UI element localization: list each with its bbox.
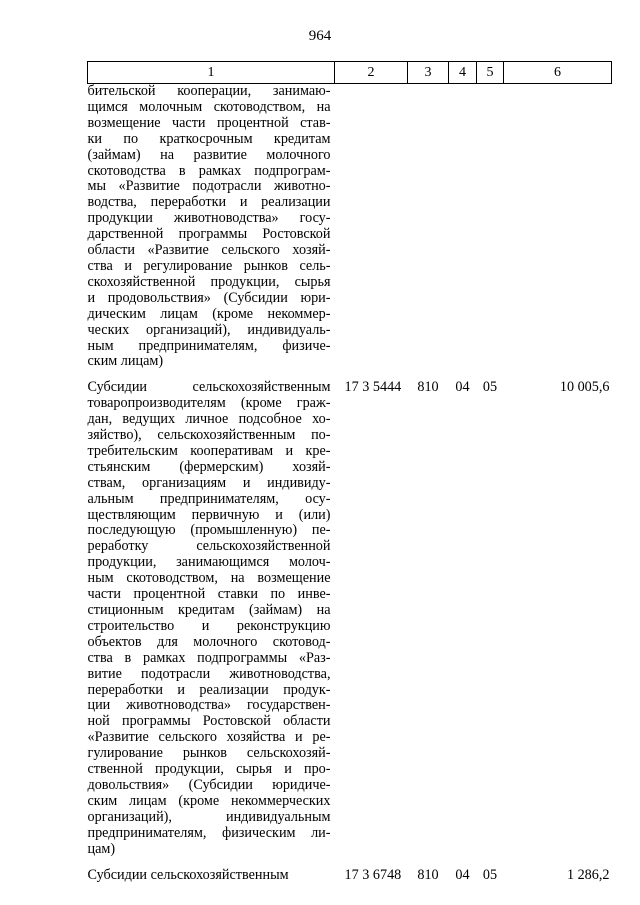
description-line: продукции, занимающимся молоч- — [87, 554, 331, 571]
row-description — [88, 84, 335, 371]
description-line: организаций), индивидуальным — [87, 808, 331, 825]
description-line: дарственной программы Ростовской — [87, 226, 331, 243]
row-code: 17 3 6748 — [344, 866, 402, 883]
description-line: дическим лицам (кроме некоммер- — [87, 305, 331, 322]
description-line: довольствия» (Субсидии юридиче- — [87, 776, 331, 793]
row-col-5 — [477, 84, 504, 371]
description-line: ствам, организациям и индивиду- — [87, 474, 331, 491]
description-line: ным скотоводством, на возмещение — [87, 570, 331, 587]
description-line: щимся молочным скотоводством, на — [87, 98, 331, 115]
row-col-4 — [449, 84, 477, 371]
header-col-5: 5 — [477, 62, 504, 84]
table-body — [88, 84, 612, 884]
description-line: ществляющим первичную и (или) — [87, 506, 331, 523]
description-line: и продовольствия» (Субсидии юри- — [87, 289, 331, 306]
description-line: товаропроизводителям (кроме граж- — [87, 395, 331, 412]
row-code: 17 3 5444 — [344, 379, 402, 396]
header-col-4: 4 — [449, 62, 477, 84]
description-line: Субсидии сельскохозяйственным — [87, 379, 331, 396]
description-line: ства в рамках подпрограммы «Раз- — [87, 649, 331, 666]
description-line: стиционным кредитам (займам) на — [87, 602, 331, 618]
description-line: скотоводства в рамках подпрограм- — [87, 162, 331, 179]
description-line: требительским кооперативам и кре- — [87, 442, 331, 459]
row-col-4: 04 — [455, 379, 470, 396]
description-line: ственной продукции, сырья и про- — [87, 761, 331, 778]
row-col-5: 05 — [482, 866, 498, 883]
description-line: (займам) на развитие молочного — [87, 146, 331, 163]
description-line: цам) — [87, 840, 116, 857]
row-description — [88, 858, 335, 884]
header-col-2: 2 — [335, 62, 408, 84]
row-amount — [504, 84, 612, 371]
row-code — [335, 84, 408, 371]
table-row — [88, 370, 612, 857]
description-line: «Развитие сельского хозяйства и ре- — [87, 729, 331, 746]
header-col-3: 3 — [408, 62, 449, 84]
table-row — [88, 84, 612, 371]
description-line: ции животноводства» государствен- — [87, 697, 331, 714]
description-line: предпринимателям, физическим ли- — [87, 824, 331, 841]
description-line: части процентной ставки по инве- — [87, 586, 331, 603]
description-line: продукции животноводства» госу- — [87, 210, 331, 227]
description-line: последующую (промышленную) пе- — [87, 522, 331, 539]
description-line: объектов для молочного скотовод- — [87, 633, 331, 650]
description-line: переработки и реализации продук- — [87, 681, 331, 698]
table-header-row — [88, 62, 612, 84]
row-col-4: 04 — [455, 866, 470, 883]
page-number: 964 — [308, 28, 332, 44]
description-line: ной программы Ростовской области — [87, 713, 331, 730]
description-line: возмещение части процентной став- — [87, 114, 331, 131]
description-line: ным предпринимателям, физиче- — [87, 337, 331, 354]
description-line: бительской кооперации, занимаю- — [87, 83, 331, 99]
description-line: строительство и реконструкцию — [87, 617, 331, 634]
description-line: реработку сельскохозяйственной — [87, 538, 331, 555]
row-description — [88, 370, 335, 857]
description-line: витие подотрасли животноводства, — [87, 665, 331, 682]
table-row — [88, 858, 612, 884]
description-line: ства и регулирование рынков сель- — [87, 257, 331, 274]
row-amount: 1 286,2 — [566, 866, 610, 883]
description-line: альным предпринимателям, осу- — [87, 490, 331, 507]
description-line: ческих организаций), индивидуаль- — [87, 321, 331, 338]
description-line: ским лицам) — [87, 353, 164, 370]
description-line: стьянским (фермерским) хозяй- — [87, 458, 331, 475]
description-line: скохозяйственной продукции, сырья — [87, 273, 331, 290]
row-col-3 — [408, 84, 449, 371]
row-col-3: 810 — [417, 866, 439, 883]
budget-table — [87, 61, 612, 883]
description-line: ки по краткосрочным кредитам — [87, 130, 331, 147]
header-col-6: 6 — [504, 62, 612, 84]
row-col-5: 05 — [482, 379, 498, 396]
description-line: Субсидии сельскохозяйственным — [87, 866, 289, 883]
row-amount: 10 005,6 — [559, 379, 610, 396]
description-line: гулирование рынков сельскохозяй- — [87, 745, 331, 762]
description-line: дан, ведущих личное подсобное хо- — [87, 411, 331, 428]
row-col-3: 810 — [417, 379, 439, 396]
description-line: зяйство), сельскохозяйственным по- — [87, 427, 331, 444]
description-line: водства, переработки и реализации — [87, 194, 331, 211]
description-line: области «Развитие сельского хозяй- — [87, 242, 331, 259]
description-line: ским лицам (кроме некоммерческих — [87, 792, 331, 809]
description-line: мы «Развитие подотрасли животно- — [87, 178, 331, 195]
header-col-1: 1 — [88, 62, 335, 84]
